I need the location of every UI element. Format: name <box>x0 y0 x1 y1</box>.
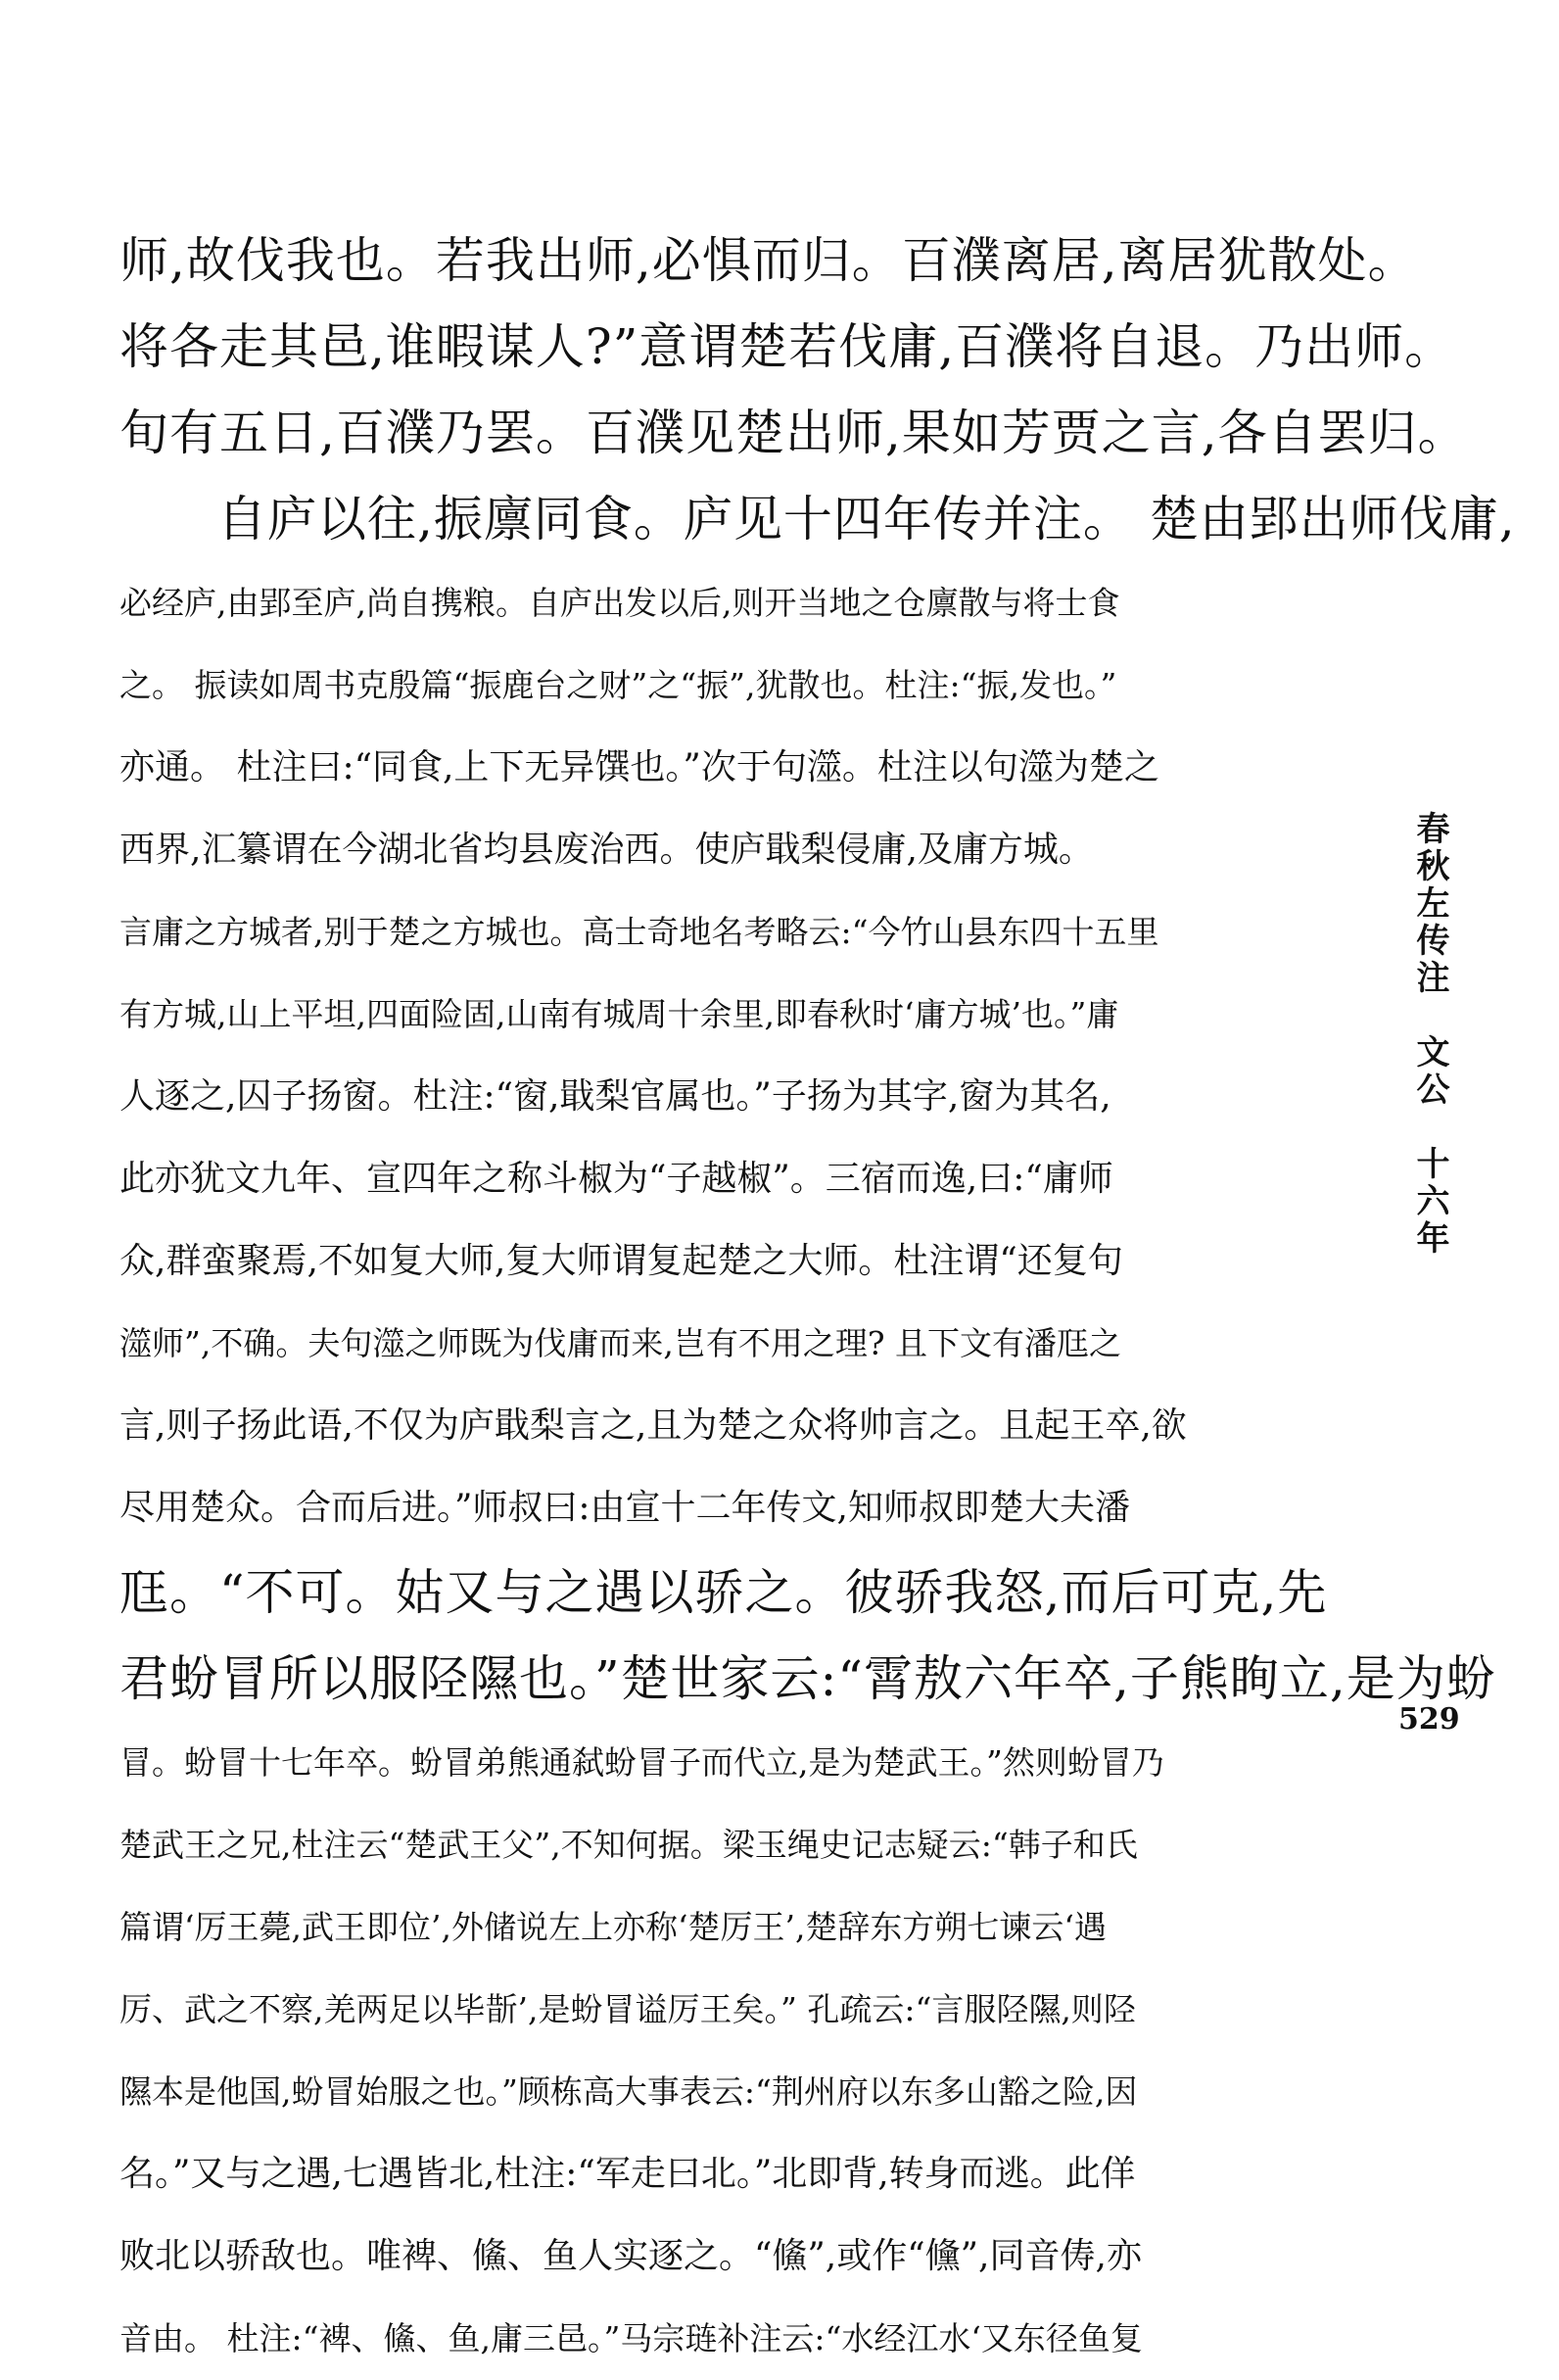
text-line: 自庐以往,振廪同食。庐见十四年传并注。 楚由郢出师伐庸, <box>217 491 1516 547</box>
text-line: 隰本是他国,蚡冒始服之也。”顾栋高大事表云:“荆州府以东多山豁之险,因 <box>119 2072 1138 2111</box>
running-title: 春秋左传注 文公 十六年 <box>1410 811 1449 1258</box>
text-line: 有方城,山上平坦,四面险固,山南有城周十余里,即春秋时‘庸方城’也。”庸 <box>119 995 1119 1033</box>
text-line: 君蚡冒所以服陉隰也。”楚世家云:“霄敖六年卒,子熊眴立,是为蚡 <box>119 1650 1496 1707</box>
text-line: 冒。蚡冒十七年卒。蚡冒弟熊通弑蚡冒子而代立,是为楚武王。”然则蚡冒乃 <box>119 1743 1164 1782</box>
text-line: 师,故伐我也。若我出师,必惧而归。百濮离居,离居犹散处。 <box>119 232 1418 289</box>
text-line: 人逐之,囚子扬窗。杜注:“窗,戢梨官属也。”子扬为其字,窗为其名, <box>119 1076 1111 1117</box>
text-line: 厉、武之不察,羌两足以毕斮’,是蚡冒谥厉王矣。” 孔疏云:“言服陉隰,则陉 <box>119 1990 1136 2028</box>
text-line: 亦通。 杜注曰:“同食,上下无异馔也。”次于句澨。杜注以句澨为楚之 <box>119 747 1159 787</box>
text-line: 尽用楚众。合而后进。”师叔曰:由宣十二年传文,知师叔即楚大夫潘 <box>119 1488 1130 1528</box>
text-line: 此亦犹文九年、宣四年之称斗椒为“子越椒”。三宿而逸,曰:“庸师 <box>119 1159 1113 1199</box>
text-line: 言庸之方城者,别于楚之方城也。高士奇地名考略云:“今竹山县东四十五里 <box>119 913 1159 951</box>
text-line: 西界,汇纂谓在今湖北省均县废治西。使庐戢梨侵庸,及庸方城。 <box>119 830 1094 870</box>
text-line: 败北以骄敌也。唯裨、鯈、鱼人实逐之。“鯈”,或作“儵”,同音俦,亦 <box>119 2236 1142 2276</box>
text-line: 音由。 杜注:“裨、鯈、鱼,庸三邑。”马宗琏补注云:“水经江水‘又东径鱼复 <box>119 2319 1143 2357</box>
text-line: 名。”又与之遇,七遇皆北,杜注:“军走曰北。”北即背,转身而逃。此佯 <box>119 2154 1136 2194</box>
text-line: 篇谓‘厉王薨,武王即位’,外储说左上亦称‘楚厉王’,楚辞东方朔七谏云‘遇 <box>119 1908 1107 1946</box>
text-line: 将各走其邑,谁暇谋人?”意谓楚若伐庸,百濮将自退。乃出师。 <box>119 318 1455 375</box>
text-line: 楚武王之兄,杜注云“楚武王父”,不知何据。梁玉绳史记志疑云:“韩子和氏 <box>119 1826 1138 1864</box>
text-line: 之。 振读如周书克殷篇“振鹿台之财”之“振”,犹散也。杜注:“振,发也。” <box>119 666 1117 704</box>
text-line: 尫。“不可。姑又与之遇以骄之。彼骄我怒,而后可克,先 <box>119 1564 1328 1621</box>
text-line: 旬有五日,百濮乃罢。百濮见楚出师,果如芳贾之言,各自罢归。 <box>119 405 1468 461</box>
text-line: 众,群蛮聚焉,不如复大师,复大师谓复起楚之大师。杜注谓“还复句 <box>119 1241 1123 1281</box>
text-line: 必经庐,由郢至庐,尚自携粮。自庐出发以后,则开当地之仓廪散与将士食 <box>119 584 1120 622</box>
text-line: 澨师”,不确。夫句澨之师既为伐庸而来,岂有不用之理? 且下文有潘尫之 <box>119 1324 1122 1362</box>
text-line: 言,则子扬此语,不仅为庐戢梨言之,且为楚之众将帅言之。且起王卒,欲 <box>119 1405 1187 1446</box>
page-number: 529 <box>1398 1702 1460 1737</box>
